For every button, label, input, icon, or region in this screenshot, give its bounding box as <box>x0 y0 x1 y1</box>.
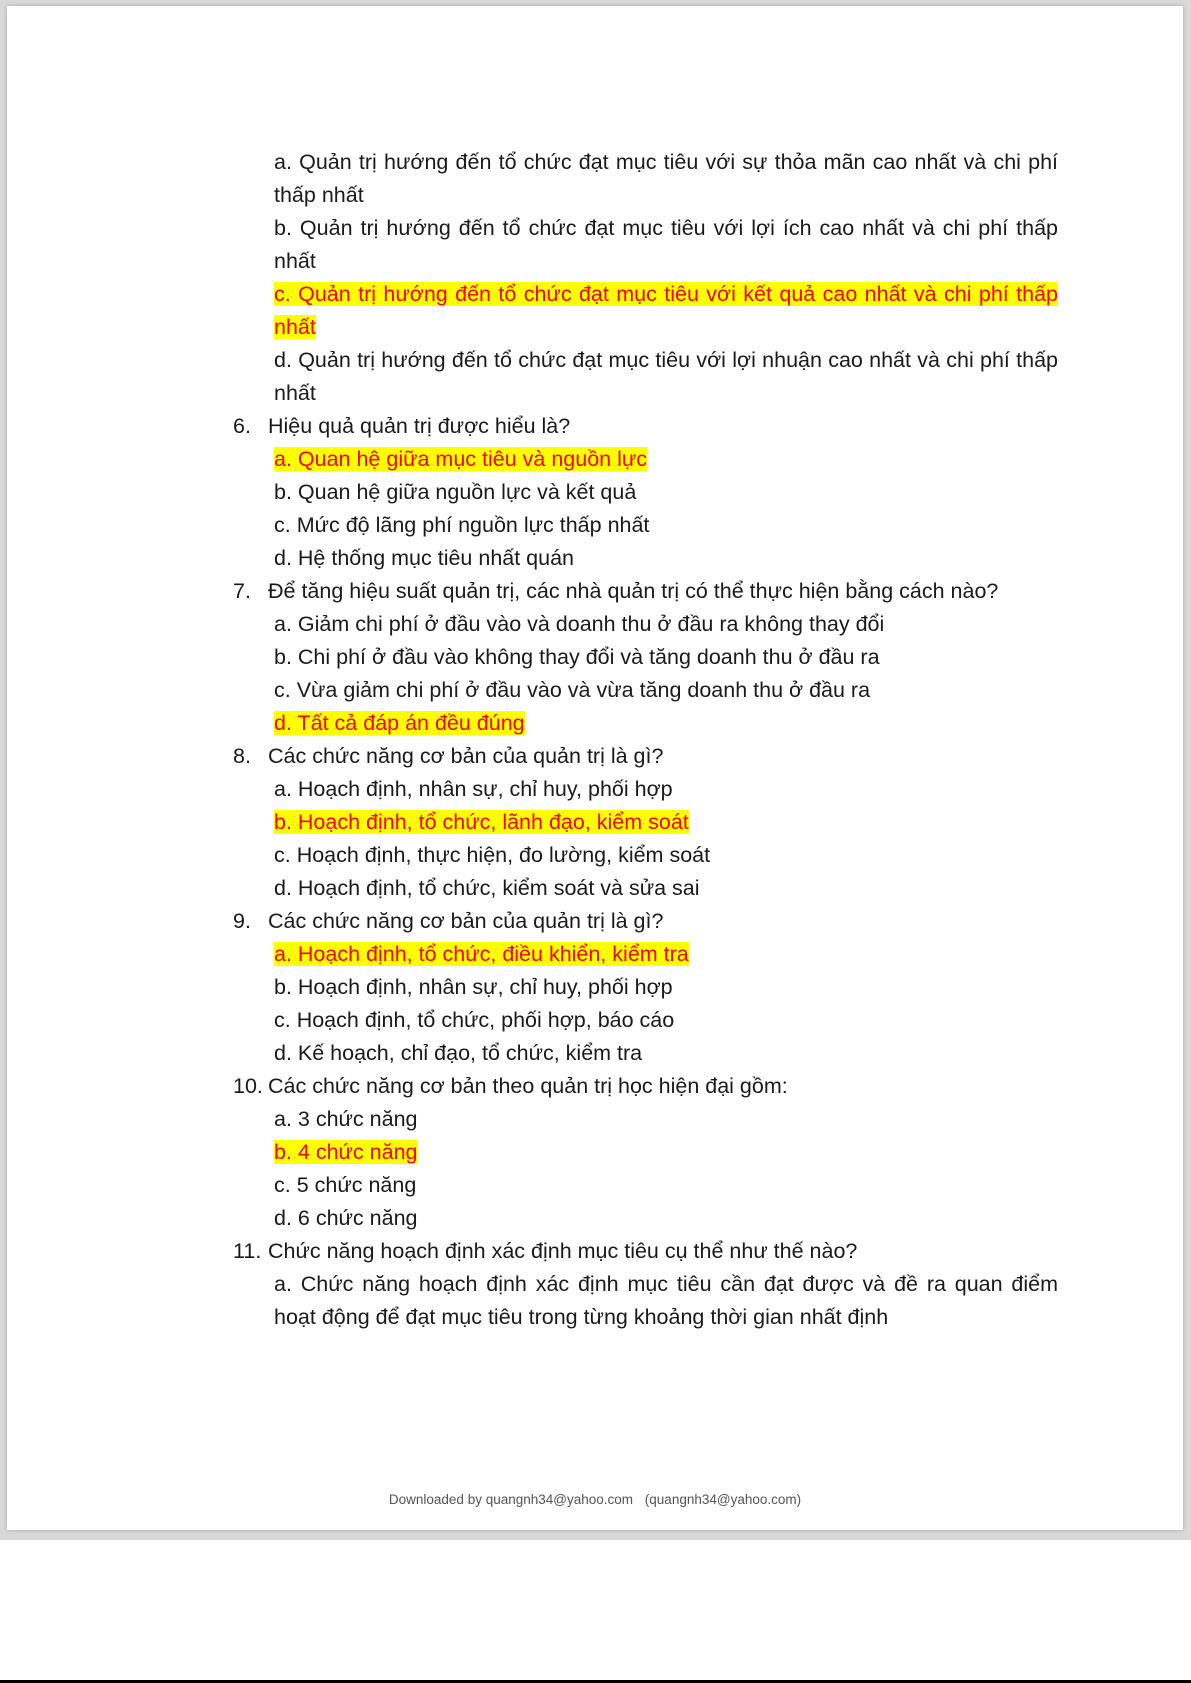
option-item-correct <box>233 806 1058 839</box>
question-text: Hiệu quả quản trị được hiểu là? <box>268 414 571 438</box>
question-text: Các chức năng cơ bản theo quản trị học hiện đại gồm: <box>268 1074 788 1098</box>
option-text: d. 6 chức năng <box>274 1206 418 1230</box>
option-text: a. Giảm chi phí ở đầu vào và doanh thu ở đầu ra không thay đổi <box>274 612 885 636</box>
option-text: a. Quản trị hướng đến tổ chức đạt mục tiêu với sự thỏa mãn cao nhất và chi phí thấp nhất <box>274 150 1058 207</box>
option-item <box>233 1004 1058 1037</box>
option-item <box>233 1268 1058 1334</box>
option-item <box>233 971 1058 1004</box>
question-text: Chức năng hoạch định xác định mục tiêu cụ thể như thế nào? <box>268 1239 858 1263</box>
option-item <box>233 542 1058 575</box>
option-text-highlighted: a. Quan hệ giữa mục tiêu và nguồn lực <box>274 447 648 471</box>
option-item <box>233 872 1058 905</box>
option-text: d. Kế hoạch, chỉ đạo, tổ chức, kiểm tra <box>274 1041 643 1065</box>
option-item <box>233 146 1058 212</box>
question-10 <box>233 1070 1058 1235</box>
page-footer <box>7 1492 1183 1507</box>
option-text: c. Mức độ lãng phí nguồn lực thấp nhất <box>274 513 650 537</box>
question-7 <box>233 575 1058 740</box>
continuation-options <box>233 146 1058 410</box>
option-text-highlighted: b. Hoạch định, tổ chức, lãnh đạo, kiểm soát <box>274 810 689 834</box>
option-item-correct <box>233 938 1058 971</box>
option-item <box>233 674 1058 707</box>
option-item-correct <box>233 1136 1058 1169</box>
question-line <box>233 575 1058 608</box>
option-text: d. Hoạch định, tổ chức, kiểm soát và sửa sai <box>274 876 700 900</box>
option-text-highlighted: d. Tất cả đáp án đều đúng <box>274 711 525 735</box>
option-text: c. Hoạch định, tổ chức, phối hợp, báo cáo <box>274 1008 675 1032</box>
option-text: b. Chi phí ở đầu vào không thay đổi và tăng doanh thu ở đầu ra <box>274 645 880 669</box>
option-text: b. Quan hệ giữa nguồn lực và kết quả <box>274 480 637 504</box>
option-text: d. Quản trị hướng đến tổ chức đạt mục tiêu với lợi nhuận cao nhất và chi phí thấp nhất <box>274 348 1058 405</box>
option-item <box>233 839 1058 872</box>
footer-email: (quangnh34@yahoo.com) <box>644 1492 802 1507</box>
option-text: c. Hoạch định, thực hiện, đo lường, kiểm soát <box>274 843 711 867</box>
option-item <box>233 344 1058 410</box>
option-item <box>233 1202 1058 1235</box>
question-text: Để tăng hiệu suất quản trị, các nhà quản trị có thể thực hiện bằng cách nào? <box>268 579 999 603</box>
option-text-highlighted: c. Quản trị hướng đến tổ chức đạt mục tiêu với kết quả cao nhất và chi phí thấp nhất <box>274 282 1058 339</box>
question-line <box>233 1235 1058 1268</box>
option-item <box>233 476 1058 509</box>
option-text: c. Vừa giảm chi phí ở đầu vào và vừa tăng doanh thu ở đầu ra <box>274 678 871 702</box>
question-9 <box>233 905 1058 1070</box>
option-item <box>233 1037 1058 1070</box>
question-number: 6. <box>233 414 251 438</box>
option-text: a. Hoạch định, nhân sự, chỉ huy, phối hợp <box>274 777 673 801</box>
option-text-highlighted: a. Hoạch định, tổ chức, điều khiển, kiểm tra <box>274 942 689 966</box>
question-number: 10. <box>233 1074 263 1098</box>
option-text: c. 5 chức năng <box>274 1173 417 1197</box>
footer-downloaded-by: Downloaded by quangnh34@yahoo.com <box>388 1492 634 1507</box>
question-line <box>233 410 1058 443</box>
document-page <box>7 6 1183 1530</box>
question-number: 7. <box>233 579 251 603</box>
option-item <box>233 212 1058 278</box>
question-line <box>233 1070 1058 1103</box>
option-text: a. Chức năng hoạch định xác định mục tiêu cần đạt được và đề ra quan điểm hoạt động để đạt mục tiêu trong từng khoảng thời gian nhất định <box>274 1272 1058 1329</box>
option-item-correct <box>233 278 1058 344</box>
question-8 <box>233 740 1058 905</box>
option-item <box>233 608 1058 641</box>
option-text: b. Hoạch định, nhân sự, chỉ huy, phối hợp <box>274 975 673 999</box>
question-6 <box>233 410 1058 575</box>
page-content <box>233 146 1058 1334</box>
option-item-correct <box>233 707 1058 740</box>
option-item <box>233 1169 1058 1202</box>
option-item <box>233 773 1058 806</box>
option-item <box>233 641 1058 674</box>
option-item <box>233 509 1058 542</box>
question-number: 11. <box>233 1239 262 1263</box>
question-11 <box>233 1235 1058 1334</box>
question-text: Các chức năng cơ bản của quản trị là gì? <box>268 744 664 768</box>
question-number: 9. <box>233 909 251 933</box>
option-text: b. Quản trị hướng đến tổ chức đạt mục tiêu với lợi ích cao nhất và chi phí thấp nhất <box>274 216 1058 273</box>
option-text: a. 3 chức năng <box>274 1107 418 1131</box>
option-item <box>233 1103 1058 1136</box>
option-item-correct <box>233 443 1058 476</box>
question-line <box>233 740 1058 773</box>
question-text: Các chức năng cơ bản của quản trị là gì? <box>268 909 664 933</box>
question-line <box>233 905 1058 938</box>
question-number: 8. <box>233 744 251 768</box>
option-text: d. Hệ thống mục tiêu nhất quán <box>274 546 575 570</box>
option-text-highlighted: b. 4 chức năng <box>274 1140 418 1164</box>
